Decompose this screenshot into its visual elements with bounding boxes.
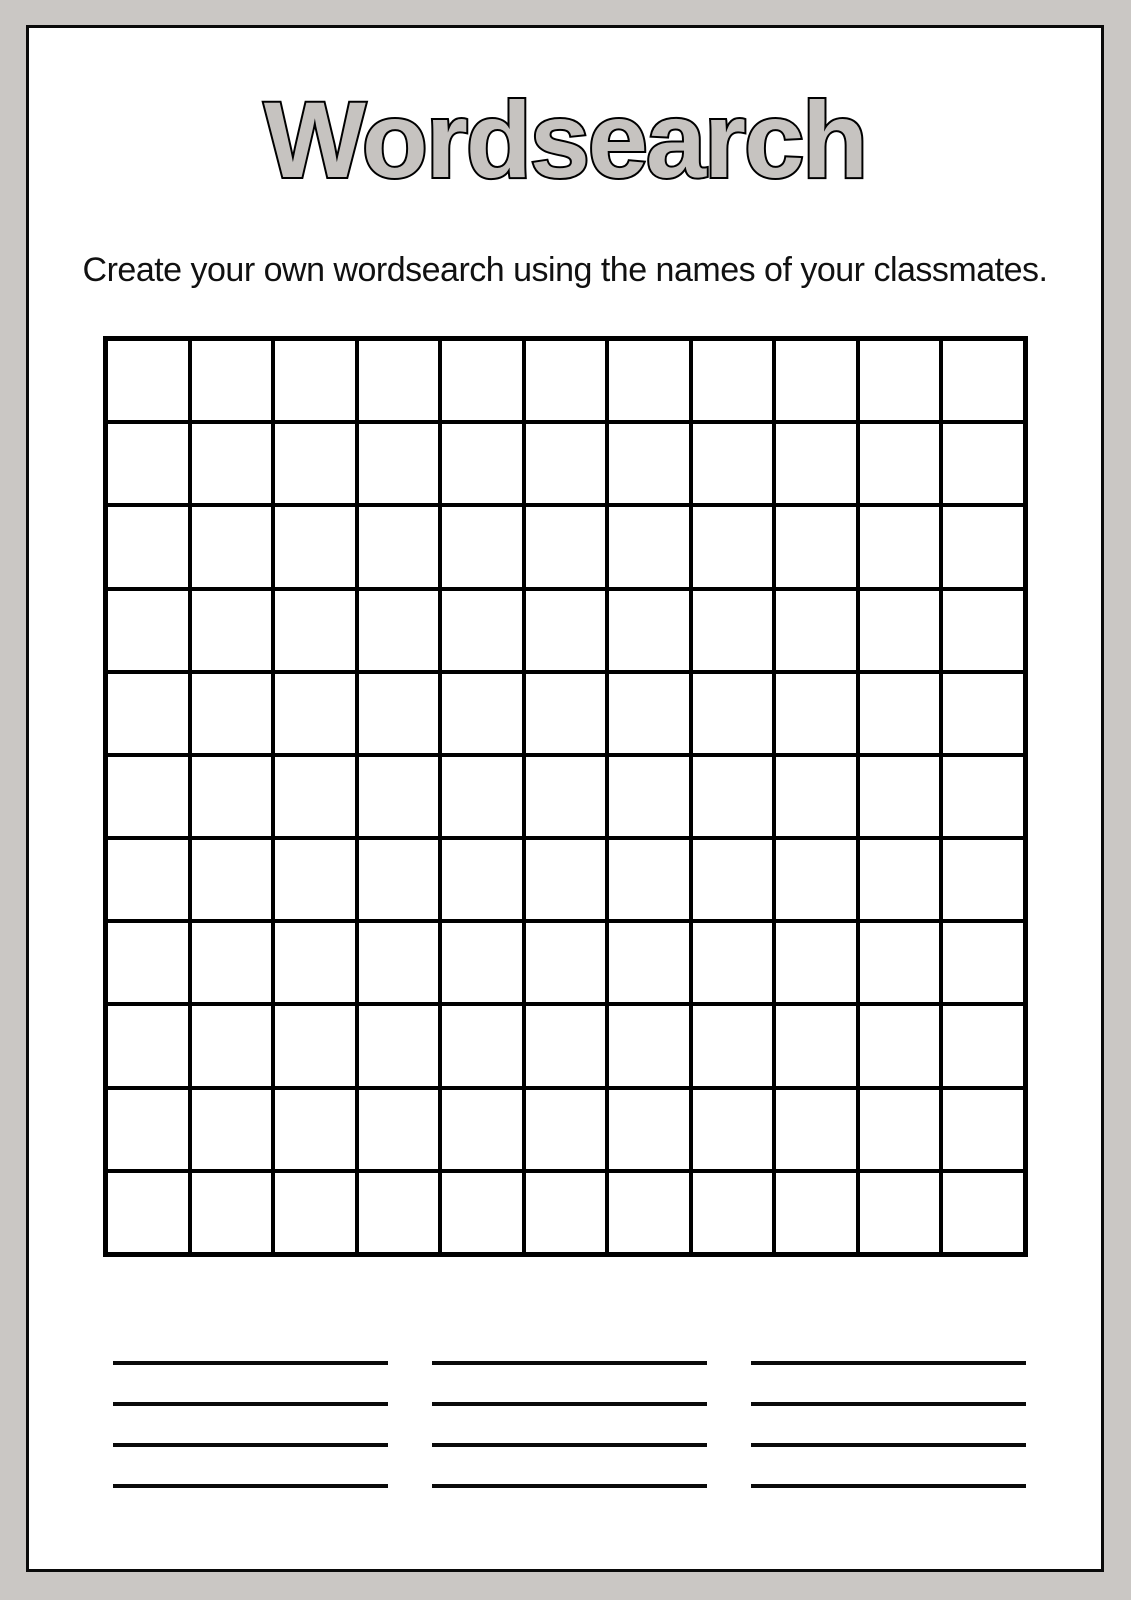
grid-cell[interactable] (691, 672, 775, 755)
grid-cell[interactable] (691, 1171, 775, 1254)
grid-cell[interactable] (106, 422, 190, 505)
grid-cell[interactable] (774, 1171, 858, 1254)
grid-cell[interactable] (607, 589, 691, 672)
grid-cell[interactable] (774, 589, 858, 672)
grid-cell[interactable] (440, 1088, 524, 1171)
name-write-line[interactable] (751, 1402, 1026, 1406)
grid-cell[interactable] (106, 505, 190, 588)
grid-cell[interactable] (273, 755, 357, 838)
grid-cell[interactable] (774, 505, 858, 588)
grid-cell[interactable] (357, 672, 441, 755)
name-line-column (751, 1361, 1026, 1525)
grid-cell[interactable] (524, 505, 608, 588)
grid-cell[interactable] (273, 339, 357, 422)
grid-cell[interactable] (691, 422, 775, 505)
grid-cell[interactable] (357, 1171, 441, 1254)
grid-cell[interactable] (774, 1004, 858, 1087)
grid-cell[interactable] (607, 1004, 691, 1087)
grid-cell[interactable] (106, 755, 190, 838)
grid-cell[interactable] (607, 838, 691, 921)
grid-cell[interactable] (273, 589, 357, 672)
grid-cell[interactable] (941, 1088, 1025, 1171)
name-write-line[interactable] (113, 1484, 388, 1488)
instruction-text: Create your own wordsearch using the names of your classmates. (82, 251, 1048, 289)
worksheet-page (26, 25, 1104, 1572)
grid-cell[interactable] (190, 422, 274, 505)
grid-cell[interactable] (607, 755, 691, 838)
grid-cell[interactable] (357, 505, 441, 588)
grid-cell[interactable] (106, 921, 190, 1004)
grid-cell[interactable] (858, 589, 942, 672)
grid-cell[interactable] (524, 422, 608, 505)
grid-cell[interactable] (691, 589, 775, 672)
grid-cell[interactable] (440, 505, 524, 588)
grid-cell[interactable] (190, 838, 274, 921)
grid-cell[interactable] (440, 589, 524, 672)
grid-cell[interactable] (273, 422, 357, 505)
grid-cell[interactable] (106, 1004, 190, 1087)
grid-cell[interactable] (607, 422, 691, 505)
grid-cell[interactable] (106, 672, 190, 755)
grid-cell[interactable] (858, 755, 942, 838)
grid-cell[interactable] (691, 1088, 775, 1171)
grid-cell[interactable] (941, 755, 1025, 838)
grid-cell[interactable] (190, 589, 274, 672)
grid-cell[interactable] (524, 921, 608, 1004)
name-write-line[interactable] (432, 1402, 707, 1406)
grid-cell[interactable] (524, 755, 608, 838)
grid-cell[interactable] (440, 1171, 524, 1254)
grid-cell[interactable] (607, 921, 691, 1004)
grid-cell[interactable] (774, 921, 858, 1004)
grid-cell[interactable] (774, 838, 858, 921)
grid-cell[interactable] (858, 1088, 942, 1171)
grid-cell[interactable] (607, 1088, 691, 1171)
grid-cell[interactable] (357, 1004, 441, 1087)
grid-cell[interactable] (858, 921, 942, 1004)
grid-cell[interactable] (106, 1171, 190, 1254)
name-write-line[interactable] (432, 1443, 707, 1447)
grid-cell[interactable] (941, 672, 1025, 755)
grid-cell[interactable] (357, 422, 441, 505)
grid-cell[interactable] (190, 339, 274, 422)
grid-cell[interactable] (106, 1088, 190, 1171)
grid-cell[interactable] (691, 1004, 775, 1087)
grid-cell[interactable] (774, 422, 858, 505)
grid-cell[interactable] (273, 838, 357, 921)
grid-cell[interactable] (691, 505, 775, 588)
grid-cell[interactable] (273, 1171, 357, 1254)
name-lines-section (113, 1361, 1026, 1525)
grid-cell[interactable] (440, 339, 524, 422)
grid-cell[interactable] (440, 1004, 524, 1087)
grid-cell[interactable] (190, 1004, 274, 1087)
name-write-line[interactable] (113, 1443, 388, 1447)
grid-cell[interactable] (357, 339, 441, 422)
grid-cell[interactable] (357, 589, 441, 672)
grid-cell[interactable] (858, 672, 942, 755)
grid-cell[interactable] (941, 505, 1025, 588)
grid-cell[interactable] (357, 755, 441, 838)
grid-cell[interactable] (440, 921, 524, 1004)
grid-cell[interactable] (440, 838, 524, 921)
name-line-column (113, 1361, 388, 1525)
grid-cell[interactable] (607, 339, 691, 422)
grid-cell[interactable] (941, 422, 1025, 505)
name-write-line[interactable] (113, 1361, 388, 1365)
grid-cell[interactable] (691, 838, 775, 921)
name-write-line[interactable] (113, 1402, 388, 1406)
grid-cell[interactable] (524, 339, 608, 422)
grid-cell[interactable] (273, 921, 357, 1004)
grid-cell[interactable] (691, 755, 775, 838)
worksheet-title: Wordsearch (263, 79, 867, 200)
grid-cell[interactable] (524, 672, 608, 755)
name-write-line[interactable] (751, 1443, 1026, 1447)
grid-cell[interactable] (691, 921, 775, 1004)
name-write-line[interactable] (751, 1361, 1026, 1365)
grid-cell[interactable] (357, 1088, 441, 1171)
wordsearch-grid (103, 336, 1028, 1257)
grid-cell[interactable] (524, 838, 608, 921)
name-write-line[interactable] (432, 1484, 707, 1488)
grid-cell[interactable] (190, 672, 274, 755)
grid-cell[interactable] (106, 339, 190, 422)
grid-cell[interactable] (190, 505, 274, 588)
grid-cell[interactable] (774, 1088, 858, 1171)
grid-cell[interactable] (941, 1004, 1025, 1087)
grid-cell[interactable] (524, 1171, 608, 1254)
grid-cell[interactable] (941, 589, 1025, 672)
grid-cell[interactable] (190, 755, 274, 838)
grid-cell[interactable] (858, 422, 942, 505)
grid-cell[interactable] (273, 1004, 357, 1087)
grid-cell[interactable] (106, 838, 190, 921)
name-line-column (432, 1361, 707, 1525)
grid-cell[interactable] (941, 339, 1025, 422)
grid-cell[interactable] (941, 1171, 1025, 1254)
grid-cell[interactable] (357, 921, 441, 1004)
grid-cell[interactable] (440, 672, 524, 755)
grid-cell[interactable] (774, 672, 858, 755)
grid-cell[interactable] (691, 339, 775, 422)
grid-cell[interactable] (607, 505, 691, 588)
grid-cell[interactable] (774, 755, 858, 838)
grid-cell[interactable] (941, 838, 1025, 921)
grid-cell[interactable] (858, 838, 942, 921)
grid-cell[interactable] (357, 838, 441, 921)
grid-cell[interactable] (106, 589, 190, 672)
grid-cell[interactable] (607, 1171, 691, 1254)
name-write-line[interactable] (432, 1361, 707, 1365)
grid-cell[interactable] (190, 1088, 274, 1171)
grid-cell[interactable] (440, 422, 524, 505)
grid-cell[interactable] (273, 505, 357, 588)
grid-cell[interactable] (858, 505, 942, 588)
grid-cell[interactable] (190, 921, 274, 1004)
grid-cell[interactable] (858, 1004, 942, 1087)
grid-cell[interactable] (524, 589, 608, 672)
grid-cell[interactable] (607, 672, 691, 755)
grid-cell[interactable] (440, 755, 524, 838)
grid-cell[interactable] (774, 339, 858, 422)
grid-cell[interactable] (273, 672, 357, 755)
name-write-line[interactable] (751, 1484, 1026, 1488)
grid-cell[interactable] (858, 339, 942, 422)
grid-cell[interactable] (273, 1088, 357, 1171)
grid-cell[interactable] (190, 1171, 274, 1254)
grid-cell[interactable] (941, 921, 1025, 1004)
grid-cell[interactable] (524, 1004, 608, 1087)
grid-cell[interactable] (858, 1171, 942, 1254)
grid-cell[interactable] (524, 1088, 608, 1171)
